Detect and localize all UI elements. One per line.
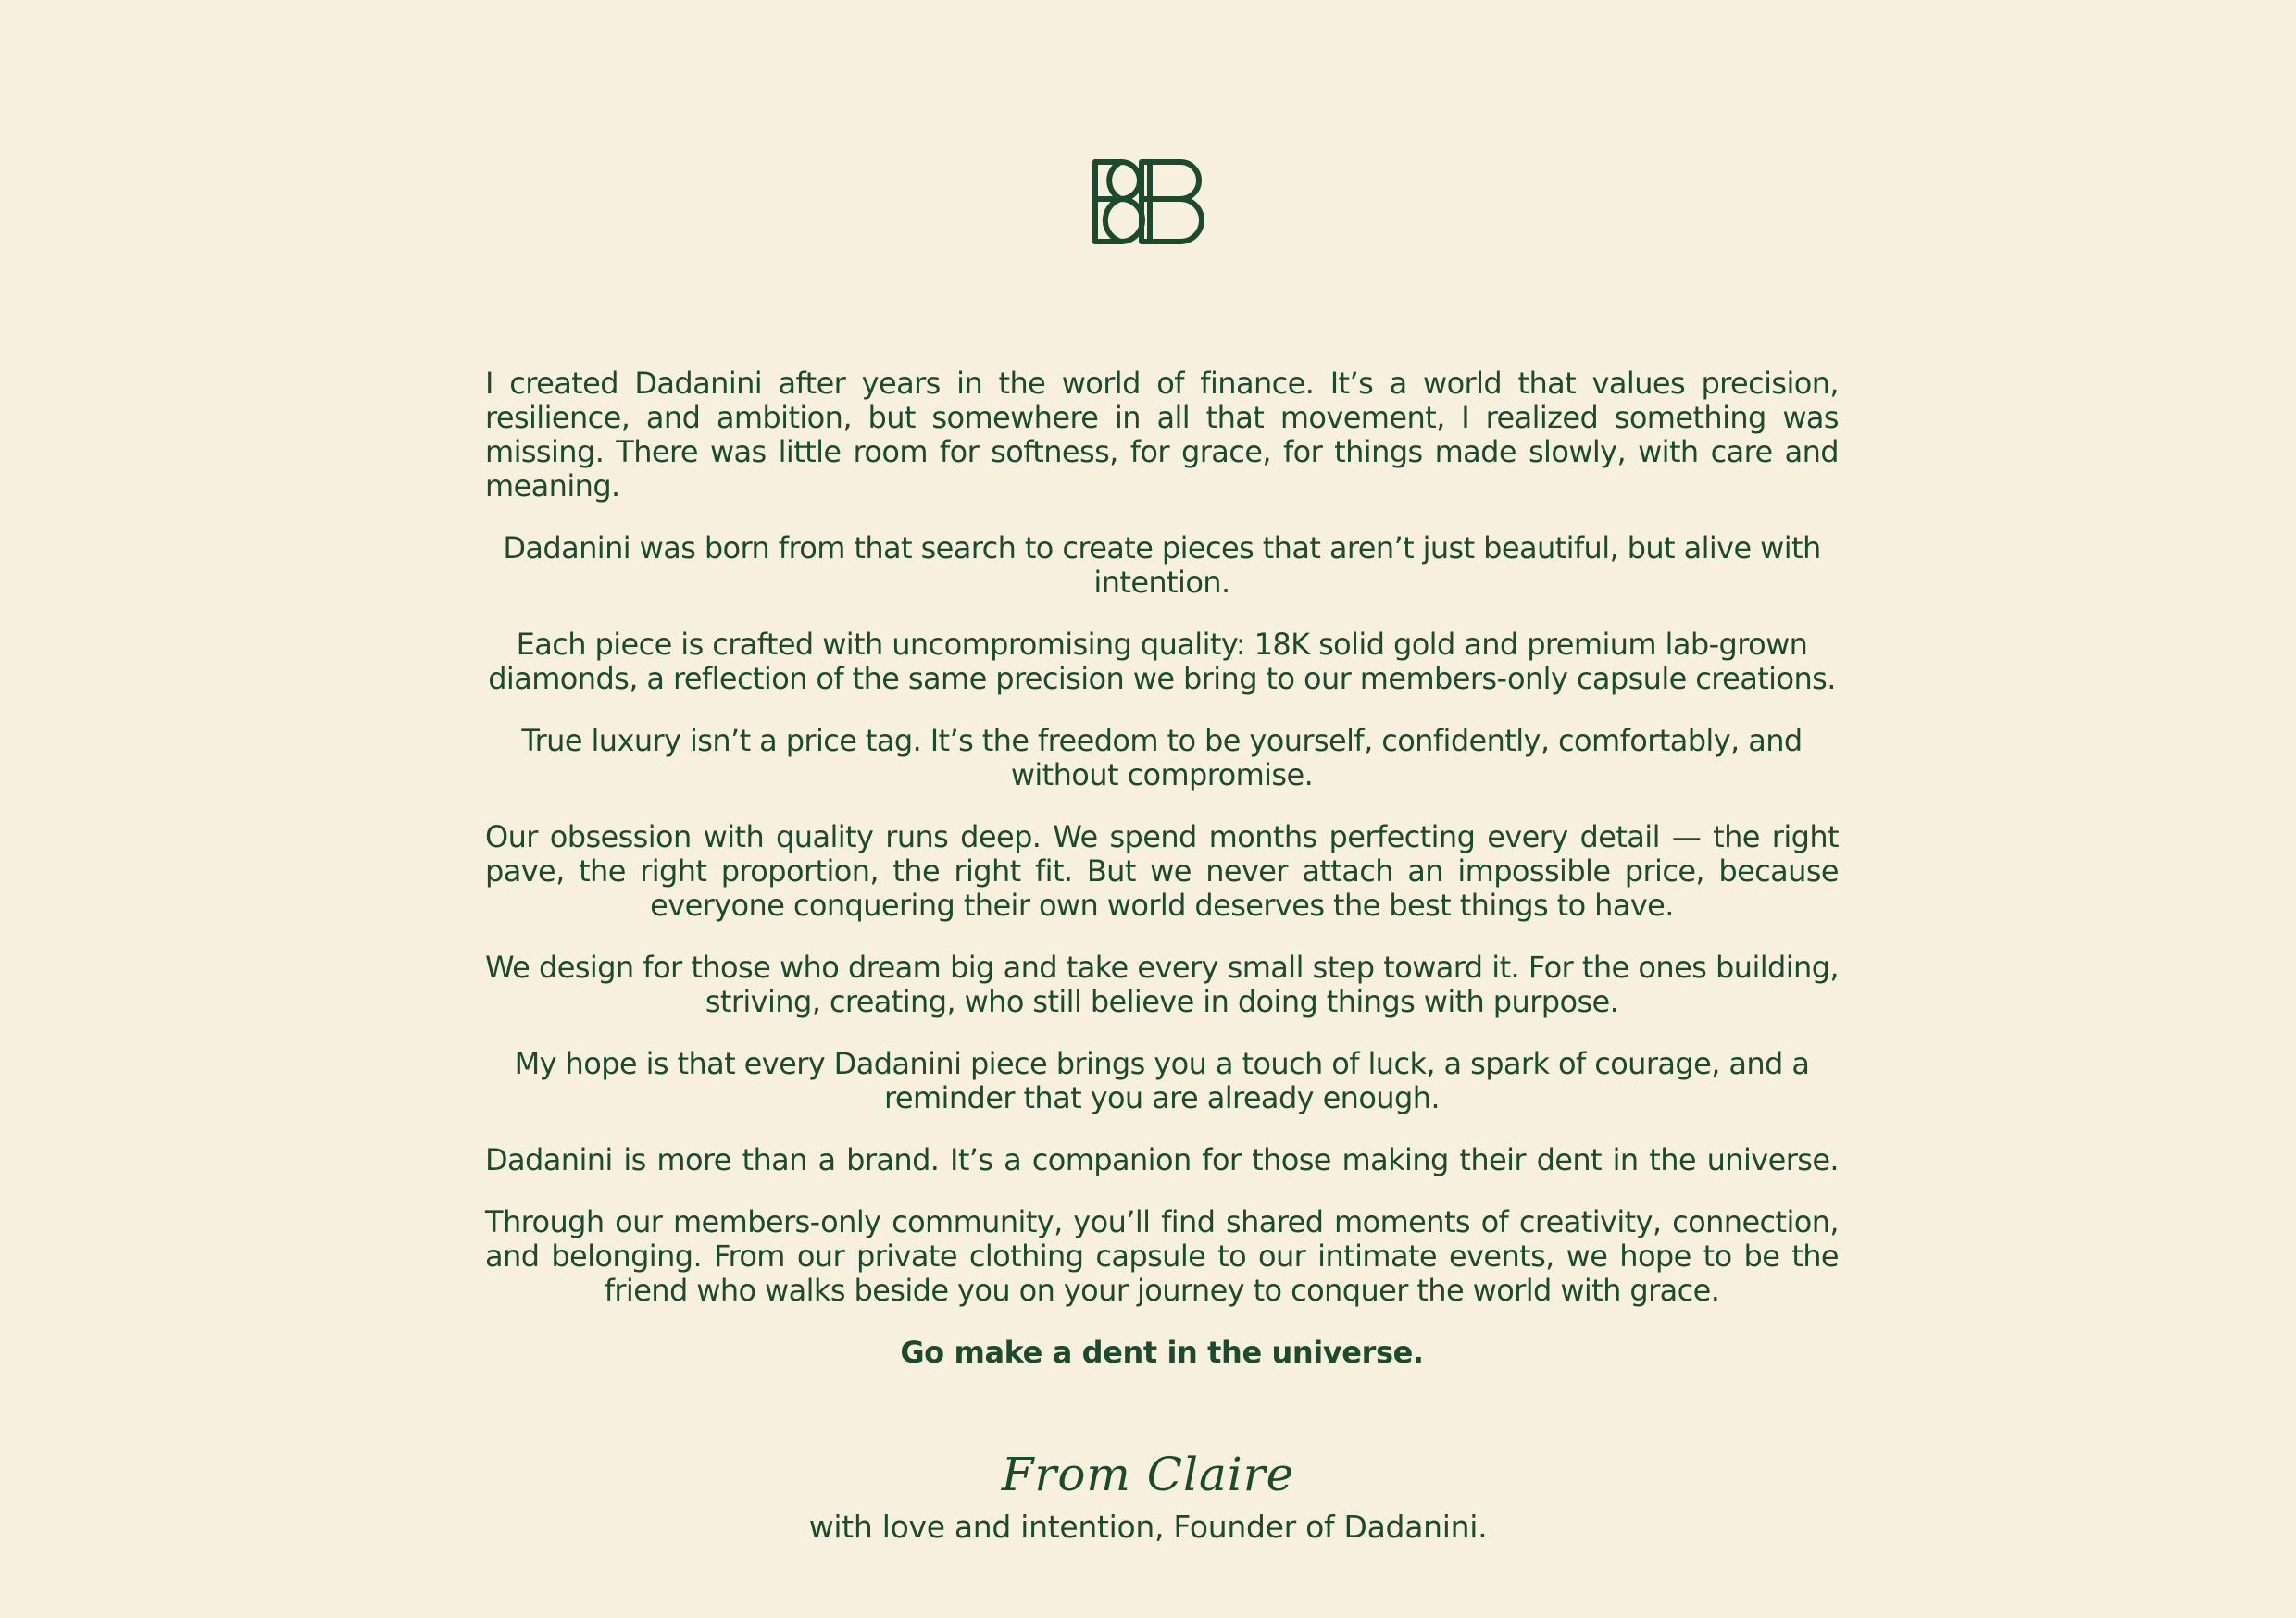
letter-body [485,367,1839,1398]
letter-paragraph-2: Dadanini was born from that search to create pieces that aren’t just beautiful, but alive with intention. [503,530,1821,600]
letter-paragraph-4: True luxury isn’t a price tag. It’s the freedom to be yourself, confidently, comfortably, and without compromise. [521,723,1803,792]
letter-paragraph-8: Dadanini is more than a brand. It’s a companion for those making their dent in the universe. [485,1142,1839,1177]
letter-paragraph-3: Each piece is crafted with uncompromising quality: 18K solid gold and premium lab-grown diamonds, a reflection of the same precision we bring to our members-only capsule creations. [488,627,1836,696]
letter-paragraph-5: Our obsession with quality runs deep. We spend months perfecting every detail — the right pave, the right proportion, the right fit. But we never attach an impossible price, because everyone conquering their own world deserves the best things to have. [485,819,1839,923]
double-b-monogram-icon [1092,159,1207,244]
letter-paragraph-6: We design for those who dream big and take every small step toward it. For the ones building, striving, creating, who still believe in doing things with purpose. [485,950,1839,1019]
signature-signoff: with love and intention, Founder of Dadanini. [808,1509,1488,1545]
letter-paragraph-9: Through our members-only community, you’ll find shared moments of creativity, connection, and belonging. From our private clothing capsule to our intimate events, we hope to be the friend who walks beside you on your journey to conquer the world with grace. [485,1204,1839,1308]
letter-paragraph-1: I created Dadanini after years in the world of finance. It’s a world that values precision, resilience, and ambition, but somewhere in all that movement, I realized something was missing. There was little room for softness, for grace, for things made slowly, with care and meaning. [485,366,1839,504]
signature-name: From Claire [1001,1448,1295,1501]
closing-line: Go make a dent in the universe. [900,1335,1424,1370]
letter-paragraph-7: My hope is that every Dadanini piece brings you a touch of luck, a spark of courage, and a reminder that you are already enough. [514,1046,1810,1115]
